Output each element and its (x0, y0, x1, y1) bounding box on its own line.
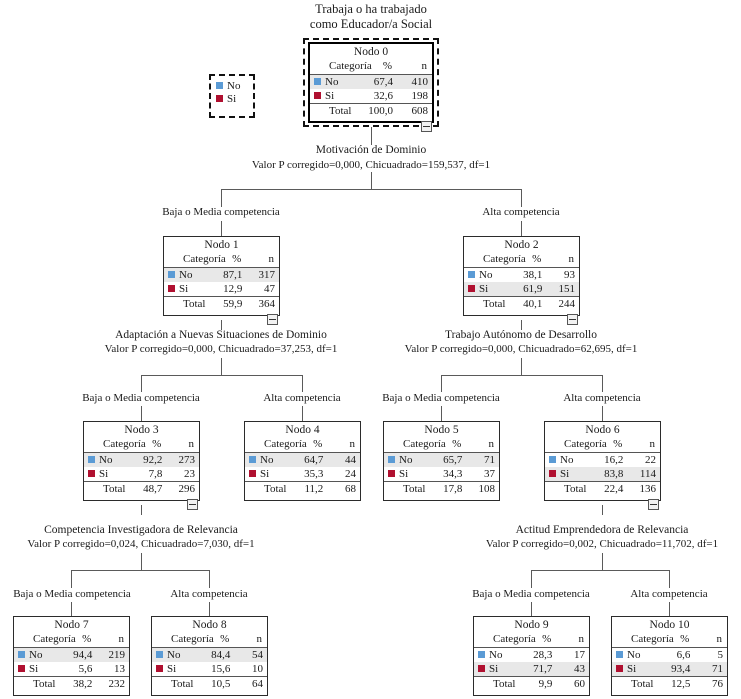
swatch-no-icon (156, 651, 163, 658)
node-1-cat-si: Si (179, 282, 189, 295)
node-7-total-pct: 38,2 (62, 677, 96, 692)
node-8[interactable] (151, 616, 268, 696)
node-7-row-total (14, 677, 129, 692)
edge-split2-bar (441, 375, 602, 376)
node-3-pct-no: 92,2 (143, 453, 163, 466)
node-6-row-total (545, 482, 660, 497)
node-9-total-pct: 9,9 (522, 677, 556, 692)
node-3-table (84, 437, 199, 496)
node-8-table (152, 632, 267, 691)
edge-node10-stem (669, 602, 670, 616)
node-0-cat-no: No (325, 75, 339, 88)
swatch-si-icon (156, 665, 163, 672)
node-3-hdr-categoria: Categoría (98, 437, 132, 453)
node-4-title: Nodo 4 (285, 424, 320, 436)
node-0-title: Nodo 0 (353, 46, 389, 58)
node-9-total-label: Total (488, 677, 522, 692)
node-8-hdr-n: n (233, 632, 267, 648)
swatch-si-icon (88, 470, 95, 477)
node-0-total-pct: 100,0 (360, 104, 396, 119)
edge-split3-stem (141, 553, 142, 570)
node-2-row-total (464, 297, 579, 312)
node-7-title: Nodo 7 (54, 619, 89, 631)
node-7-n-no: 219 (108, 648, 125, 661)
node-6-cat-no: No (560, 453, 574, 466)
edge-split0-right-drop (521, 189, 522, 207)
node-0-collapse-toggle[interactable] (421, 121, 432, 132)
node-6-pct-si: 83,8 (604, 467, 624, 480)
node-6-hdr-pct: % (593, 437, 627, 453)
node-10-cat-no: No (627, 648, 641, 661)
node-4-hdr-pct: % (293, 437, 327, 453)
node-3-n-no: 273 (178, 453, 195, 466)
swatch-no-icon (168, 271, 175, 278)
node-5-row-si (384, 467, 499, 482)
swatch-si-icon (249, 470, 256, 477)
node-9-hdr-pct: % (522, 632, 556, 648)
edge-node3-down (141, 505, 142, 515)
node-4-total-n: 68 (326, 482, 360, 497)
node-7[interactable] (13, 616, 130, 696)
node-4-pct-si: 35,3 (304, 467, 324, 480)
edge-node4-stem (302, 406, 303, 421)
node-4-table (245, 437, 360, 496)
node-8-total-pct: 10,5 (200, 677, 234, 692)
node-10-cat-si: Si (627, 662, 637, 675)
edge-split2-left-drop (441, 375, 442, 392)
swatch-no-icon (18, 651, 25, 658)
node-5-pct-si: 34,3 (443, 467, 463, 480)
node-0-cat-si: Si (325, 89, 335, 102)
node-9-cat-si: Si (489, 662, 499, 675)
node-0-table (310, 59, 432, 118)
edge-split0-bar (221, 189, 522, 190)
node-1-header-row (164, 252, 279, 268)
edge-label-node2: Alta competencia (482, 206, 560, 218)
node-5-hdr-pct: % (432, 437, 466, 453)
node-6-total-label: Total (559, 482, 593, 497)
node-6-row-no (545, 453, 660, 468)
node-3-title: Nodo 3 (124, 424, 159, 436)
node-2-cat-no: No (479, 268, 493, 281)
node-2-total-pct: 40,1 (512, 297, 546, 312)
node-6-hdr-n: n (626, 437, 660, 453)
split-6-variable: Actitud Emprendedora de Relevancia (515, 524, 689, 536)
node-5-hdr-n: n (465, 437, 499, 453)
node-9-table (474, 632, 589, 691)
node-1-total-n: 364 (245, 297, 279, 312)
node-1-collapse-toggle[interactable] (267, 314, 278, 325)
node-6-n-si: 114 (639, 467, 656, 480)
edge-split2-right-drop (602, 375, 603, 392)
edge-label-node4: Alta competencia (263, 392, 341, 404)
node-4-hdr-categoria: Categoría (259, 437, 293, 453)
node-10-hdr-categoria: Categoría (626, 632, 660, 648)
node-2-pct-no: 38,1 (523, 268, 543, 281)
node-10-row-no (612, 648, 727, 663)
node-3-pct-si: 7,8 (148, 467, 163, 480)
swatch-si-icon (168, 285, 175, 292)
edge-split3-right-drop (209, 570, 210, 588)
node-6-header-row (545, 437, 660, 453)
swatch-si-icon (468, 285, 475, 292)
node-4-row-total (245, 482, 360, 497)
node-0-hdr-pct: % (360, 59, 396, 75)
node-8-pct-no: 84,4 (211, 648, 231, 661)
node-7-n-si: 13 (114, 662, 125, 675)
node-3-total-n: 296 (165, 482, 199, 497)
legend-label-si: Si (227, 93, 237, 105)
node-6-total-pct: 22,4 (593, 482, 627, 497)
node-9-row-no (474, 648, 589, 663)
node-9[interactable] (473, 616, 590, 696)
node-10-pct-si: 93,4 (671, 662, 691, 675)
node-5-total-label: Total (398, 482, 432, 497)
node-6-row-si (545, 467, 660, 482)
node-1-table (164, 252, 279, 311)
swatch-si-icon (388, 470, 395, 477)
node-5-total-pct: 17,8 (432, 482, 466, 497)
node-7-pct-si: 5,6 (78, 662, 93, 675)
target-variable-title-line2: como Educador/a Social (309, 17, 433, 31)
node-1-n-no: 317 (258, 268, 275, 281)
node-7-cat-si: Si (29, 662, 39, 675)
node-3-collapse-toggle[interactable] (187, 499, 198, 510)
node-3-header-row (84, 437, 199, 453)
node-4-total-label: Total (259, 482, 293, 497)
node-8-hdr-categoria: Categoría (166, 632, 200, 648)
node-9-pct-si: 71,7 (533, 662, 553, 675)
node-3-hdr-pct: % (132, 437, 166, 453)
node-2-header-row (464, 252, 579, 268)
edge-node9-stem (531, 602, 532, 616)
swatch-no-icon (249, 456, 256, 463)
node-8-row-no (152, 648, 267, 663)
edge-split6-bar (531, 570, 670, 571)
node-1-hdr-pct: % (212, 252, 246, 268)
node-10-row-total (612, 677, 727, 692)
node-2-hdr-categoria: Categoría (478, 252, 512, 268)
node-0-pct-si: 32,6 (373, 89, 393, 102)
node-1-pct-si: 12,9 (223, 282, 243, 295)
node-3-row-total (84, 482, 199, 497)
node-0-total-label: Total (324, 104, 360, 119)
node-7-header-row (14, 632, 129, 648)
node-6-pct-no: 16,2 (604, 453, 624, 466)
node-2-cat-si: Si (479, 282, 489, 295)
node-7-pct-no: 94,4 (73, 648, 93, 661)
node-3-total-label: Total (98, 482, 132, 497)
swatch-si-icon (314, 92, 321, 99)
node-8-cat-si: Si (167, 662, 177, 675)
node-0-row-no (310, 75, 432, 90)
node-10-pct-no: 6,6 (676, 648, 691, 661)
node-7-hdr-categoria: Categoría (28, 632, 62, 648)
node-10-title: Nodo 10 (649, 619, 690, 631)
node-4-cat-si: Si (260, 467, 270, 480)
edge-label-node3: Baja o Media competencia (82, 392, 200, 404)
node-5[interactable] (383, 421, 500, 501)
node-4-total-pct: 11,2 (293, 482, 327, 497)
edge-node5-stem (441, 406, 442, 421)
node-5-header-row (384, 437, 499, 453)
node-5-total-n: 108 (465, 482, 499, 497)
edge-label-node9: Baja o Media competencia (472, 588, 590, 600)
node-10-table (612, 632, 727, 691)
node-0-hdr-categoria: Categoría (324, 59, 360, 75)
legend-item-si (211, 93, 253, 106)
swatch-si-icon (478, 665, 485, 672)
node-4-cat-no: No (260, 453, 274, 466)
node-0-n-si: 198 (411, 89, 428, 102)
node-0-n-no: 410 (411, 75, 428, 88)
node-9-total-n: 60 (555, 677, 589, 692)
node-3-hdr-n: n (165, 437, 199, 453)
node-1[interactable] (163, 236, 280, 316)
node-7-total-n: 232 (95, 677, 129, 692)
node-2-row-no (464, 268, 579, 283)
node-1-hdr-n: n (245, 252, 279, 268)
node-1-row-no (164, 268, 279, 283)
node-8-total-n: 64 (233, 677, 267, 692)
node-3[interactable] (83, 421, 200, 501)
node-10-row-si (612, 662, 727, 677)
swatch-no-icon (88, 456, 95, 463)
edge-split0-left-drop (221, 189, 222, 207)
node-1-hdr-categoria: Categoría (178, 252, 212, 268)
split-2-stats: Valor P corregido=0,000, Chicuadrado=62,695, df=1 (404, 343, 638, 355)
node-9-pct-no: 28,3 (533, 648, 553, 661)
node-10-hdr-pct: % (660, 632, 694, 648)
edge-split3-left-drop (71, 570, 72, 588)
node-10-total-label: Total (626, 677, 660, 692)
node-1-row-si (164, 282, 279, 297)
swatch-no-icon (616, 651, 623, 658)
node-1-total-pct: 59,9 (212, 297, 246, 312)
node-9-row-total (474, 677, 589, 692)
node-2[interactable] (463, 236, 580, 316)
node-0-row-total (310, 104, 432, 119)
node-7-row-si (14, 662, 129, 677)
edge-node3-stem (141, 406, 142, 421)
split-1-stats: Valor P corregido=0,000, Chicuadrado=37,253, df=1 (104, 343, 338, 355)
node-1-cat-no: No (179, 268, 193, 281)
node-10-n-no: 5 (717, 648, 723, 661)
node-0-row-si (310, 89, 432, 104)
edge-node7-stem (71, 602, 72, 616)
edge-node6-stem (602, 406, 603, 421)
target-variable-title-line1: Trabaja o ha trabajado (315, 2, 427, 16)
node-8-row-total (152, 677, 267, 692)
edge-split2-stem (521, 358, 522, 375)
node-1-row-total (164, 297, 279, 312)
node-9-header-row (474, 632, 589, 648)
node-8-n-si: 10 (252, 662, 263, 675)
node-7-cat-no: No (29, 648, 43, 661)
node-0-header-row (310, 59, 432, 75)
node-2-pct-si: 61,9 (523, 282, 543, 295)
node-2-hdr-pct: % (512, 252, 546, 268)
edge-split1-bar (141, 375, 302, 376)
node-3-total-pct: 48,7 (132, 482, 166, 497)
swatch-si-icon (549, 470, 556, 477)
node-10-n-si: 71 (712, 662, 723, 675)
node-1-title: Nodo 1 (204, 239, 239, 251)
node-6-total-n: 136 (626, 482, 660, 497)
node-4-row-no (245, 453, 360, 468)
node-3-cat-no: No (99, 453, 113, 466)
node-3-n-si: 23 (184, 467, 195, 480)
node-5-n-no: 71 (484, 453, 495, 466)
node-2-hdr-n: n (545, 252, 579, 268)
swatch-no-icon (314, 78, 321, 85)
node-3-row-no (84, 453, 199, 468)
edge-label-node5: Baja o Media competencia (382, 392, 500, 404)
node-8-pct-si: 15,6 (211, 662, 231, 675)
node-6-n-no: 22 (645, 453, 656, 466)
node-9-cat-no: No (489, 648, 503, 661)
swatch-no-icon (468, 271, 475, 278)
node-2-n-si: 151 (558, 282, 575, 295)
edge-node1-stem (221, 221, 222, 236)
legend-box[interactable] (209, 74, 255, 118)
edge-label-node8: Alta competencia (170, 588, 248, 600)
swatch-si-icon (18, 665, 25, 672)
node-2-row-si (464, 282, 579, 297)
node-0-total-n: 608 (396, 104, 432, 119)
node-5-title: Nodo 5 (424, 424, 459, 436)
node-1-pct-no: 87,1 (223, 268, 243, 281)
edge-label-node7: Baja o Media competencia (13, 588, 131, 600)
node-9-hdr-categoria: Categoría (488, 632, 522, 648)
node-8-hdr-pct: % (200, 632, 234, 648)
node-7-row-no (14, 648, 129, 663)
node-10-total-n: 76 (693, 677, 727, 692)
legend-swatch-no-icon (216, 82, 223, 89)
node-1-total-label: Total (178, 297, 212, 312)
swatch-no-icon (549, 456, 556, 463)
node-2-total-label: Total (478, 297, 512, 312)
node-2-total-n: 244 (545, 297, 579, 312)
node-4-header-row (245, 437, 360, 453)
node-6-collapse-toggle[interactable] (648, 499, 659, 510)
node-3-cat-si: Si (99, 467, 109, 480)
node-4-row-si (245, 467, 360, 482)
node-10-header-row (612, 632, 727, 648)
node-5-row-total (384, 482, 499, 497)
node-7-table (14, 632, 129, 691)
node-8-n-no: 54 (252, 648, 263, 661)
node-5-table (384, 437, 499, 496)
edge-label-node10: Alta competencia (630, 588, 708, 600)
node-8-row-si (152, 662, 267, 677)
node-6-hdr-categoria: Categoría (559, 437, 593, 453)
node-2-n-no: 93 (564, 268, 575, 281)
node-0[interactable] (308, 42, 434, 123)
node-4-n-si: 24 (345, 467, 356, 480)
node-6-table (545, 437, 660, 496)
node-6-cat-si: Si (560, 467, 570, 480)
node-10[interactable] (611, 616, 728, 696)
edge-split6-stem (602, 553, 603, 570)
node-4-n-no: 44 (345, 453, 356, 466)
node-4-hdr-n: n (326, 437, 360, 453)
node-6[interactable] (544, 421, 661, 501)
edge-label-node1: Baja o Media competencia (162, 206, 280, 218)
edge-node2-stem (521, 221, 522, 236)
node-5-hdr-categoria: Categoría (398, 437, 432, 453)
node-8-total-label: Total (166, 677, 200, 692)
edge-split0-stem (371, 172, 372, 189)
node-4-pct-no: 64,7 (304, 453, 324, 466)
node-9-n-no: 17 (574, 648, 585, 661)
node-8-title: Nodo 8 (192, 619, 227, 631)
split-0-variable: Motivación de Dominio (315, 144, 427, 156)
edge-split1-left-drop (141, 375, 142, 392)
node-4[interactable] (244, 421, 361, 501)
edge-split1-right-drop (302, 375, 303, 392)
node-7-total-label: Total (28, 677, 62, 692)
split-0-stats: Valor P corregido=0,000, Chicuadrado=159,537, df=1 (251, 159, 491, 171)
node-7-hdr-n: n (95, 632, 129, 648)
split-2-variable: Trabajo Autónomo de Desarrollo (445, 329, 597, 341)
legend-swatch-si-icon (216, 95, 223, 102)
node-9-row-si (474, 662, 589, 677)
swatch-no-icon (478, 651, 485, 658)
edge-label-node6: Alta competencia (563, 392, 641, 404)
node-9-hdr-n: n (555, 632, 589, 648)
legend-label-no: No (227, 80, 241, 92)
edge-node6-down (602, 505, 603, 515)
edge-split6-left-drop (531, 570, 532, 588)
edge-split3-bar (71, 570, 210, 571)
node-2-title: Nodo 2 (504, 239, 539, 251)
node-9-title: Nodo 9 (514, 619, 549, 631)
node-5-n-si: 37 (484, 467, 495, 480)
edge-split1-stem (221, 358, 222, 375)
swatch-si-icon (616, 665, 623, 672)
node-9-n-si: 43 (574, 662, 585, 675)
node-5-pct-no: 65,7 (443, 453, 463, 466)
node-5-cat-no: No (399, 453, 413, 466)
node-5-row-no (384, 453, 499, 468)
node-0-pct-no: 67,4 (373, 75, 393, 88)
node-1-n-si: 47 (264, 282, 275, 295)
node-8-header-row (152, 632, 267, 648)
split-1-variable: Adaptación a Nuevas Situaciones de Dominio (115, 329, 327, 341)
swatch-no-icon (388, 456, 395, 463)
node-2-table (464, 252, 579, 311)
edge-node8-stem (209, 602, 210, 616)
node-6-title: Nodo 6 (585, 424, 620, 436)
node-0-hdr-n: n (396, 59, 432, 75)
node-7-hdr-pct: % (62, 632, 96, 648)
edge-split6-right-drop (669, 570, 670, 588)
node-5-cat-si: Si (399, 467, 409, 480)
node-10-total-pct: 12,5 (660, 677, 694, 692)
split-6-stats: Valor P corregido=0,002, Chicuadrado=11,702, df=1 (485, 538, 719, 550)
node-2-collapse-toggle[interactable] (567, 314, 578, 325)
split-3-stats: Valor P corregido=0,024, Chicuadrado=7,030, df=1 (27, 538, 255, 550)
legend-item-no (211, 80, 253, 93)
node-3-row-si (84, 467, 199, 482)
node-8-cat-no: No (167, 648, 181, 661)
split-3-variable: Competencia Investigadora de Relevancia (44, 524, 238, 536)
node-10-hdr-n: n (693, 632, 727, 648)
